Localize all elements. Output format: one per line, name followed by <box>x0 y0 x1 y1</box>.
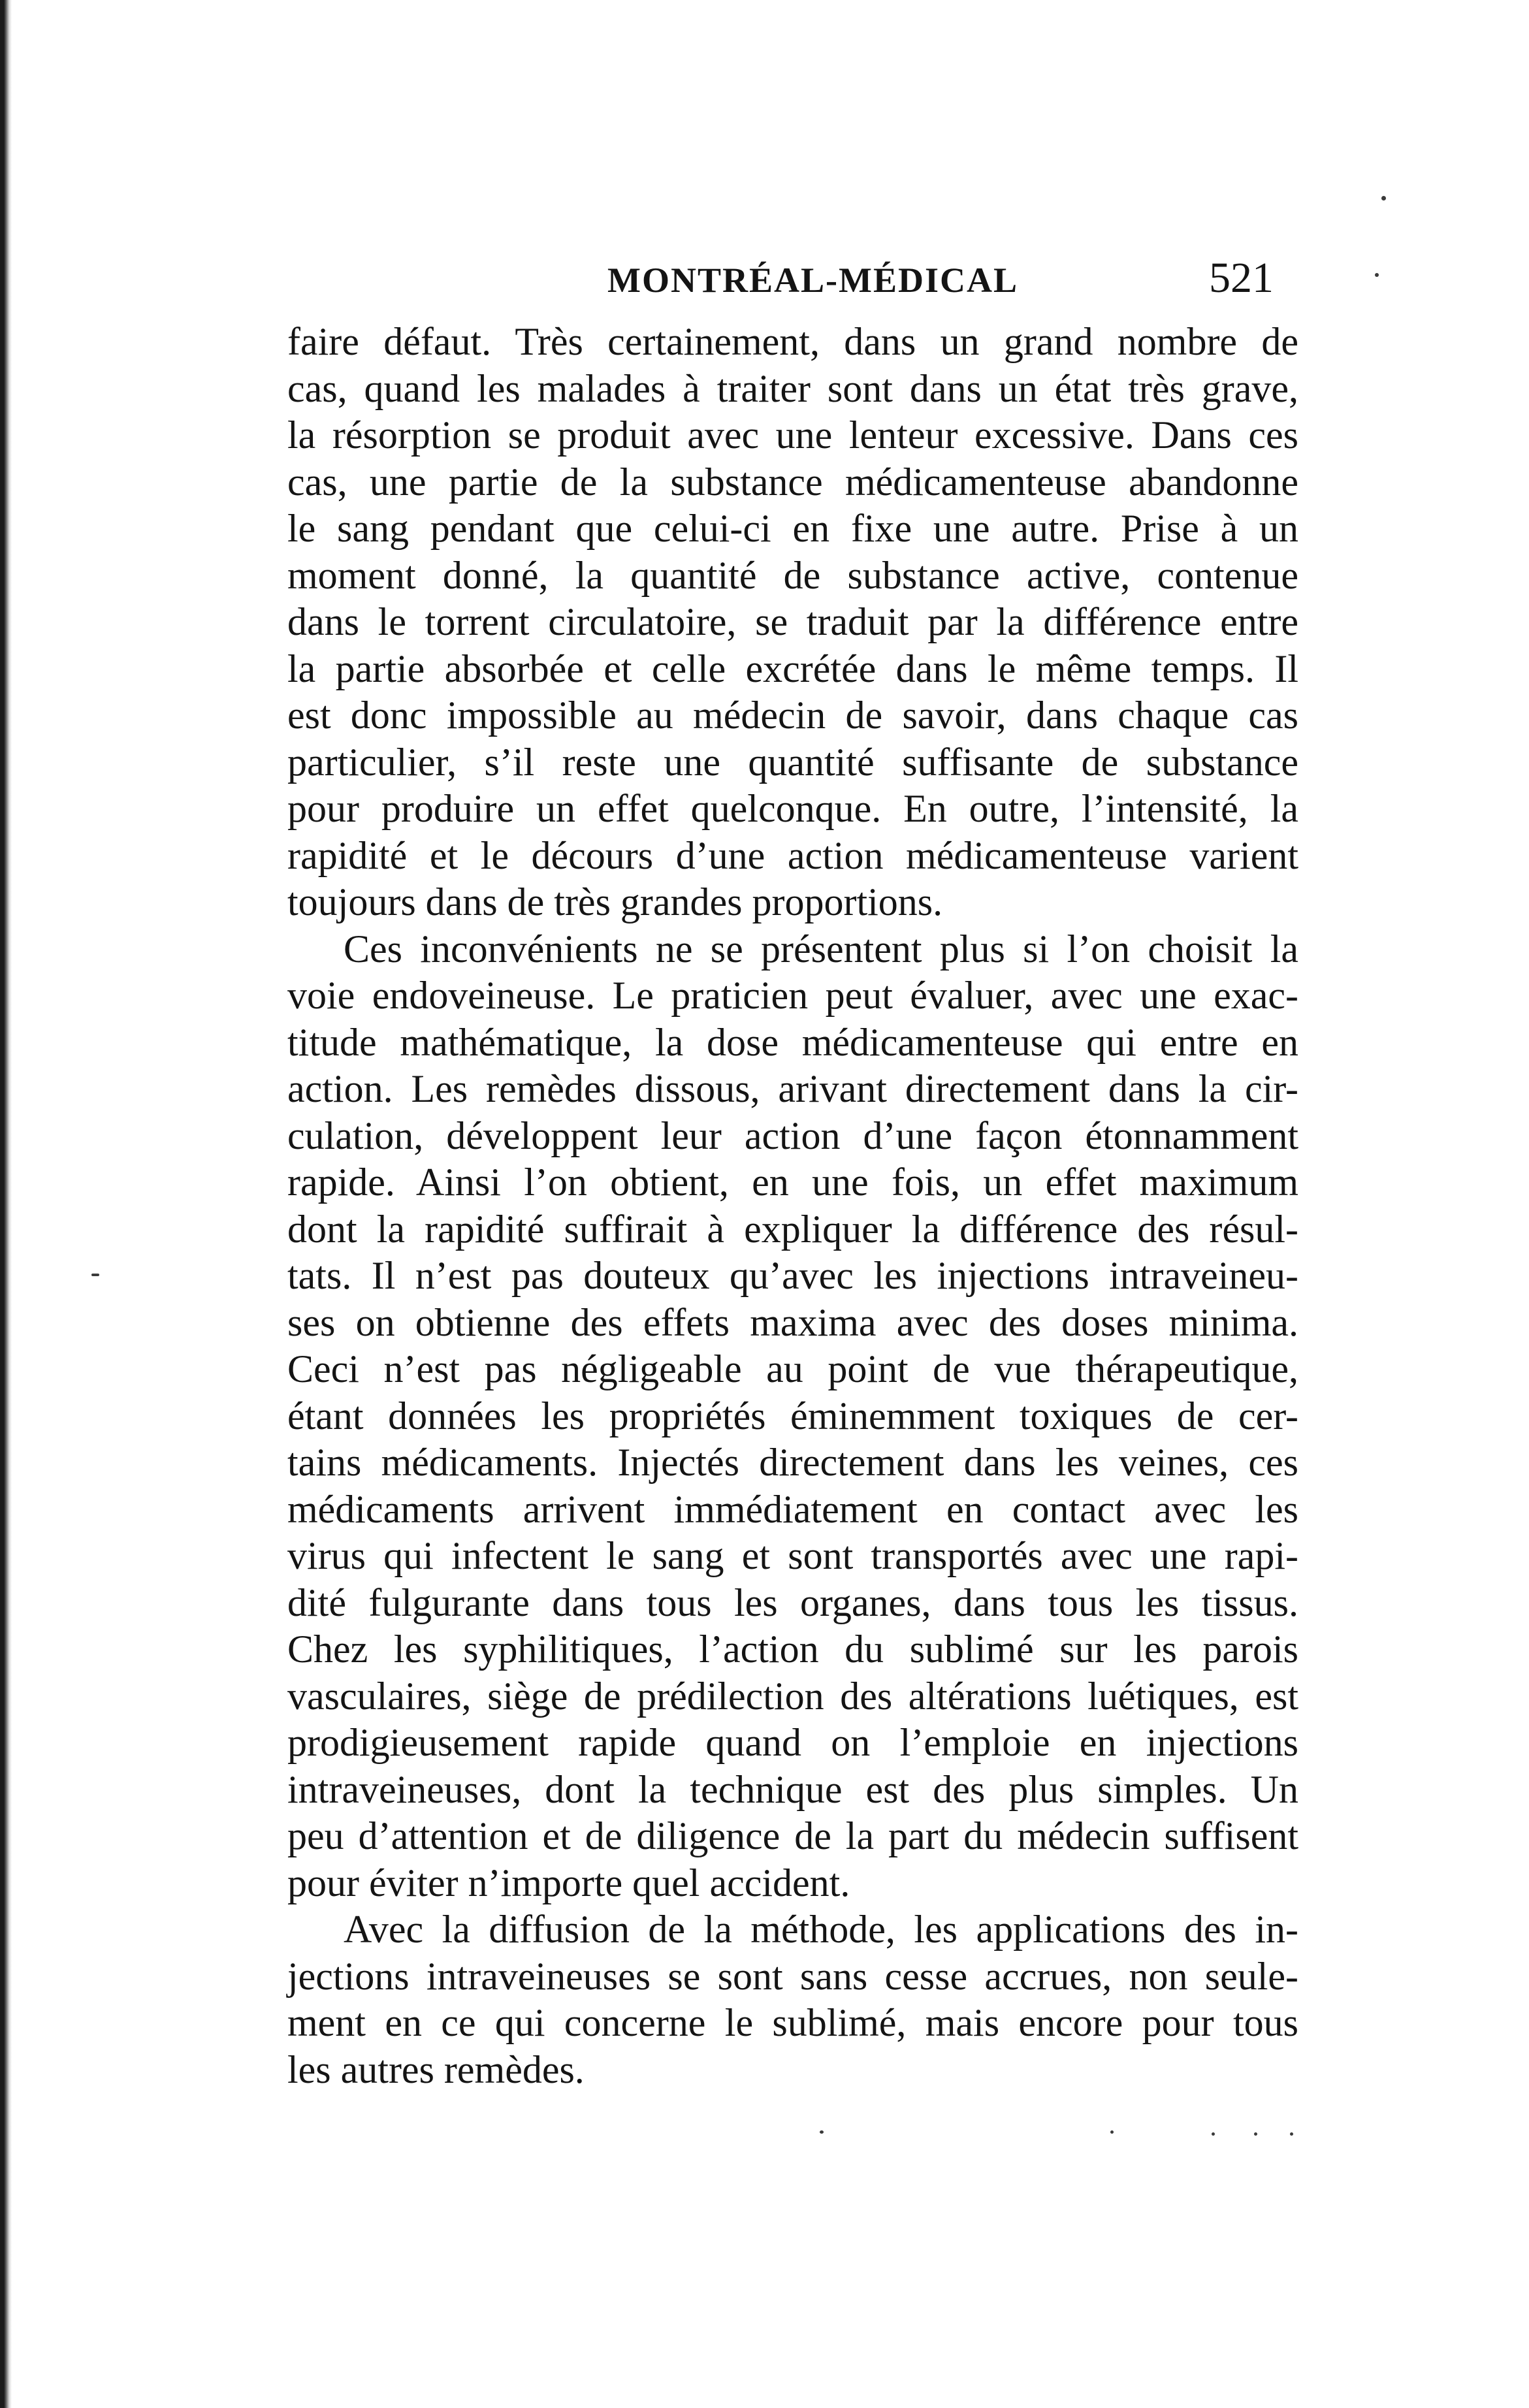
text-line: la résorption se produit avec une lenteur excessive. Dans ces <box>287 413 1298 457</box>
text-line: tains médicaments. Injectés directement dans les veines, ces <box>287 1441 1298 1484</box>
text-line: culation, développent leur action d’une façon étonnamment <box>287 1114 1298 1157</box>
scan-speck <box>820 2130 824 2134</box>
page-number: 521 <box>1209 254 1274 302</box>
scan-speck <box>1375 273 1379 277</box>
running-head <box>287 253 1300 312</box>
text-line: Avec la diffusion de la méthode, les applications des in- <box>344 1908 1298 1951</box>
scan-speck <box>1290 2132 1293 2136</box>
text-line: virus qui infectent le sang et sont transportés avec une rapi- <box>287 1534 1298 1577</box>
text-line: peu d’attention et de diligence de la part du médecin suffisent <box>287 1814 1298 1857</box>
text-line: les autres remèdes. <box>287 2047 585 2091</box>
text-line: pour éviter n’importe quel accident. <box>287 1861 850 1904</box>
text-line: rapidité et le décours d’une action médicamenteuse varient <box>287 833 1298 877</box>
scan-speck <box>1110 2130 1114 2134</box>
text-line: étant données les propriétés éminemment toxiques de cer- <box>287 1394 1298 1437</box>
text-line: médicaments arrivent immédiatement en contact avec les <box>287 1487 1298 1531</box>
text-line: ses on obtienne des effets maxima avec des doses minima. <box>287 1300 1298 1344</box>
text-line: dité fulgurante dans tous les organes, dans tous les tissus. <box>287 1581 1298 1624</box>
scan-speck <box>1381 196 1386 201</box>
text-line: toujours dans de très grandes proportions. <box>287 880 943 923</box>
paragraph-3 <box>287 1906 1298 2093</box>
text-line: action. Les remèdes dissous, arivant directement dans la cir- <box>287 1067 1298 1110</box>
text-line: faire défaut. Très certainement, dans un grand nombre de <box>287 320 1298 363</box>
text-line: dont la rapidité suffirait à expliquer la différence des résul- <box>287 1207 1298 1251</box>
scan-speck <box>1212 2132 1215 2136</box>
body-text <box>287 319 1298 2093</box>
paragraph-1 <box>287 319 1298 926</box>
text-line: voie endoveineuse. Le praticien peut évaluer, avec une exac- <box>287 974 1298 1017</box>
binding-edge <box>0 0 12 2408</box>
text-line: rapide. Ainsi l’on obtient, en une fois, un effet maximum <box>287 1161 1298 1204</box>
text-line: ment en ce qui concerne le sublimé, mais encore pour tous <box>287 2001 1298 2044</box>
text-line: Ces inconvénients ne se présentent plus si l’on choisit la <box>344 927 1298 971</box>
text-line: prodigieusement rapide quand on l’emploie en injections <box>287 1721 1298 1764</box>
text-line: particulier, s’il reste une quantité suffisante de substance <box>287 740 1298 784</box>
text-line: pour produire un effet quelconque. En outre, l’intensité, la <box>287 787 1298 830</box>
text-line: intraveineuses, dont la technique est des plus simples. Un <box>287 1767 1298 1811</box>
scan-speck <box>1254 2132 1257 2136</box>
text-line: Chez les syphilitiques, l’action du sublimé sur les parois <box>287 1628 1298 1671</box>
running-title: MONTRÉAL-MÉDICAL <box>607 261 1019 300</box>
text-line: est donc impossible au médecin de savoir, dans chaque cas <box>287 694 1298 737</box>
scan-speck <box>91 1274 99 1276</box>
text-line: moment donné, la quantité de substance active, contenue <box>287 553 1298 597</box>
text-line: le sang pendant que celui-ci en fixe une autre. Prise à un <box>287 507 1298 550</box>
text-line: vasculaires, siège de prédilection des altérations luétiques, est <box>287 1674 1298 1718</box>
text-line: jections intraveineuses se sont sans cesse accrues, non seule- <box>287 1954 1298 1998</box>
text-line: dans le torrent circulatoire, se traduit par la différence entre <box>287 600 1298 643</box>
text-line: la partie absorbée et celle excrétée dans le même temps. Il <box>287 647 1298 690</box>
text-line: cas, une partie de la substance médicamenteuse abandonne <box>287 460 1298 504</box>
text-line: Ceci n’est pas négligeable au point de vue thérapeutique, <box>287 1347 1298 1390</box>
text-line: cas, quand les malades à traiter sont dans un état très grave, <box>287 366 1298 410</box>
text-line: titude mathématique, la dose médicamenteuse qui entre en <box>287 1020 1298 1064</box>
text-line: tats. Il n’est pas douteux qu’avec les injections intraveineu- <box>287 1254 1298 1297</box>
paragraph-2 <box>287 926 1298 1907</box>
